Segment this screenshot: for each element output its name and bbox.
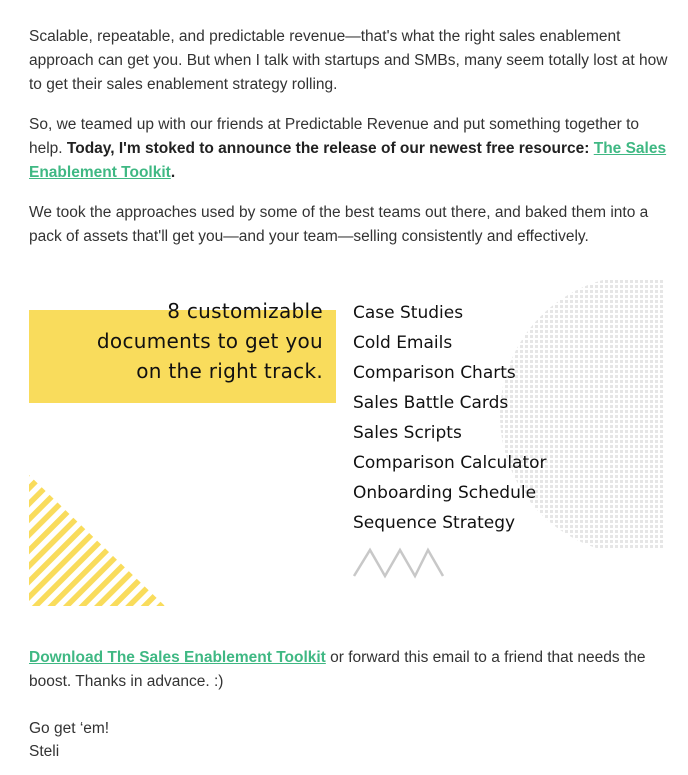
list-item: Comparison Charts	[353, 363, 516, 383]
p2-end: .	[170, 164, 176, 181]
download-link[interactable]: Download The Sales Enablement Toolkit	[29, 649, 326, 666]
signoff: Go get ‘em!	[29, 720, 110, 737]
closing-text: or forward this email to a friend that needs the boost. Thanks in advance. :)	[29, 649, 646, 690]
list-item: Onboarding Schedule	[353, 483, 537, 503]
toolkit-link[interactable]: The Sales Enablement Toolkit	[29, 140, 667, 181]
list-item: Cold Emails	[353, 333, 453, 353]
intro-paragraph-1: Scalable, repeatable, and predictable revenue—that's what the right sales enablement approach can get you. But when I talk with startups and SMBs, many seem totally lost at how to get their sales enablement strategy rolling.	[29, 28, 668, 93]
p2-text: So, we teamed up with our friends at Predictable Revenue and put something together to help.	[29, 116, 640, 157]
headline-line: on the right track.	[136, 359, 323, 383]
intro-paragraph-2	[29, 113, 669, 185]
list-item: Comparison Calculator	[353, 453, 547, 473]
list-item: Case Studies	[353, 303, 464, 323]
zigzag-icon	[354, 550, 443, 576]
graphic-headline	[29, 296, 323, 386]
closing-paragraph	[29, 646, 669, 694]
headline-line: documents to get you	[96, 329, 323, 353]
stripe-triangle	[29, 475, 165, 606]
p2-bold: Today, I'm stoked to announce the release of our newest free resource:	[66, 140, 594, 157]
list-item: Sales Scripts	[353, 423, 462, 443]
signature-name: Steli	[29, 743, 60, 760]
headline-line: 8 customizable	[167, 299, 323, 323]
toolkit-graphic	[0, 280, 688, 610]
list-item: Sequence Strategy	[353, 513, 516, 533]
document-list	[353, 298, 547, 538]
list-item: Sales Battle Cards	[353, 393, 509, 413]
intro-paragraph-3: We took the approaches used by some of the best teams out there, and baked them into a pack of assets that'll get you—and your team—selling consistently and effectively.	[29, 204, 649, 245]
